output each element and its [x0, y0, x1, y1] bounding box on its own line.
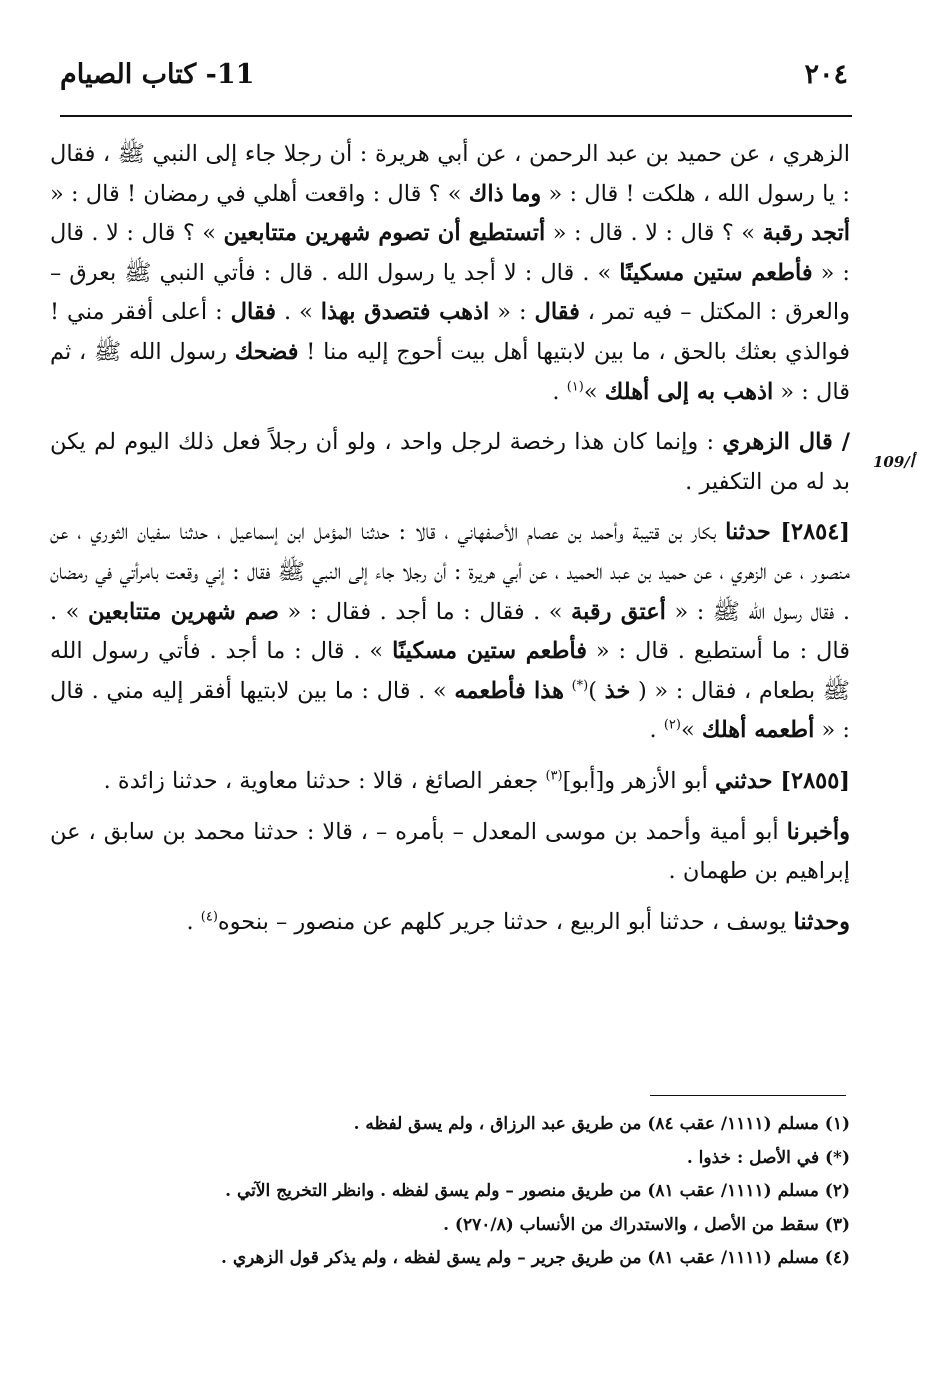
paragraph-p2 [50, 423, 850, 502]
text-segment: [٢٨٥٤] [770, 519, 850, 546]
text-segment: : أعلى أفقر مني ! فوالذي بعثك بالحق ، ما بين لابتيها أهل بيت أحوج إليه منا ! [50, 299, 850, 365]
chapter-title: 11- كتاب الصيام [60, 59, 255, 90]
text-segment: جعفر الصائغ ، قالا : حدثنا معاوية ، حدثنا زائدة . [103, 767, 546, 794]
footnote: (١) مسلم (١١١١/ عقب ٨٤) من طريق عبد الرزاق ، ولم يسق لفظه . [353, 1114, 850, 1134]
text-segment: » . قال : ما أستطيع . قال : « [50, 598, 850, 665]
text-segment: بكار بن قتيبة وأحمد بن عصام الأصفهاني ، قالا : حدثنا المؤمل ابن إسماعيل ، حدثنا سفيان الثوري ، عن منصور ، عن الزهري ، عن حميد بن عبد الحميد ، عن أبي هريرة : أن رجلا جاء إلى النبي ﷺ فقال : إني وقعت بامرأتي في رمضان . فقال رسول الله ﷺ : « [50, 519, 850, 625]
text-segment: » . قال : ما بين لابتيها أفقر إليه مني . قال : « [50, 677, 850, 744]
paragraph-p5 [50, 813, 850, 892]
footnote: (*) في الأصل : خذوا . [686, 1147, 850, 1168]
footnote-marker: (٤) [200, 909, 218, 925]
text-segment: » ؟ قال : واقعت أهلي في رمضان ! قال : « [50, 180, 469, 207]
text-segment: حدثنا [725, 519, 771, 546]
text-segment: » [583, 378, 605, 405]
text-segment: فأطعم ستين مسكينًا [392, 638, 588, 665]
text-segment: فأطعم ستين مسكينًا [619, 259, 813, 286]
text-segment: . [649, 717, 664, 744]
text-segment: يوسف ، حدثنا أبو الربيع ، حدثنا جرير كلهم عن منصور – بنحوه [217, 908, 794, 935]
text-segment: : « [489, 299, 535, 326]
text-segment: وحدثنا [793, 908, 850, 935]
text-segment: [٢٨٥٥] [772, 767, 850, 794]
running-header [60, 55, 850, 103]
footnote: (٣) سقط من الأصل ، والاستدراك من الأنساب (٢٧٠/٨) . [443, 1214, 850, 1235]
footnote-rule [650, 1095, 846, 1096]
text-segment: ) [588, 677, 605, 704]
text-segment: فقال [230, 299, 277, 326]
text-segment: خذ [604, 677, 631, 704]
text-segment: الزهري ، عن حميد بن عبد الرحمن ، عن أبي هريرة : أن رجلا جاء إلى النبي ﷺ ، فقال : يا رسول الله ، هلكت ! قال : « [50, 141, 850, 207]
page-number: ٢٠٤ [804, 59, 848, 90]
text-segment: أتستطيع أن تصوم شهرين متتابعين [223, 220, 546, 247]
footnote-marker: (*) [571, 678, 589, 694]
footnote-marker: (١) [566, 379, 584, 395]
text-segment: أبو الأزهر و[أبو] [562, 767, 715, 794]
text-segment: أبو أمية وأحمد بن موسى المعدل – بأمره – ، قالا : حدثنا محمد بن سابق ، عن إبراهيم بن طهمان . [50, 818, 850, 885]
main-text [50, 135, 850, 953]
text-segment: صم شهرين متتابعين [87, 598, 279, 625]
footnote-marker: (٣) [545, 768, 563, 784]
text-segment: رسول الله ﷺ ، ثم قال : « [50, 338, 850, 405]
text-segment: أعتق رقبة [571, 598, 666, 625]
text-segment: اذهب فتصدق بهذا [320, 299, 490, 326]
text-segment: » . قال : ما أجد . فأتي رسول الله ﷺ بطعام ، فقال : « ( [50, 638, 850, 704]
text-segment: قال الزهري [722, 429, 833, 456]
text-segment [564, 678, 572, 704]
footnotes [150, 1108, 850, 1276]
text-segment: فضحك [234, 338, 299, 365]
footnote: (٢) مسلم (١١١١/ عقب ٨١) من طريق منصور – ولم يسق لفظه . وانظر التخريج الآتي . [225, 1181, 850, 1201]
header-rule [60, 115, 852, 117]
text-segment: » . فقال : ما أجد . فقال : « [278, 598, 572, 625]
text-segment: أطعمه أهلك [701, 717, 815, 744]
text-segment: وما ذاك [468, 180, 542, 207]
text-segment: » ؟ قال : لا . قال : « [545, 220, 763, 247]
paragraph-p1 [50, 135, 850, 412]
text-segment: » ؟ قال : لا . قال : « [50, 220, 851, 286]
text-segment: » [680, 717, 702, 744]
text-segment: اذهب به إلى أهلك [604, 378, 774, 405]
text-segment: هذا فأطعمه [454, 677, 564, 704]
text-segment: : وإنما كان هذا رخصة لرجل واحد ، ولو أن رجلاً فعل ذلك اليوم لم يكن بد له من التكفير . [50, 429, 850, 495]
text-segment: وأخبرنا [786, 818, 850, 845]
text-segment: أتجد رقبة [762, 220, 851, 247]
text-segment: / [832, 429, 850, 456]
text-segment: » . [276, 299, 321, 326]
paragraph-p6 [50, 903, 850, 943]
paragraph-p4 [50, 762, 850, 802]
footnote-marker: (٢) [663, 717, 681, 733]
text-segment: حدثني [714, 767, 773, 794]
text-segment: فقال [534, 299, 580, 326]
margin-folio-reference: 109/أ [873, 453, 914, 471]
text-segment: . [186, 908, 201, 935]
text-segment: . [552, 378, 567, 405]
text-segment: » . قال : لا أجد يا رسول الله . قال : فأتي النبي ﷺ بعرق – والعرق : المكتل – فيه تمر ، [50, 259, 850, 326]
footnote: (٤) مسلم (١١١١/ عقب ٨١) من طريق جرير – ولم يسق لفظه ، ولم يذكر قول الزهري . [220, 1248, 850, 1268]
paragraph-p3 [50, 513, 850, 751]
